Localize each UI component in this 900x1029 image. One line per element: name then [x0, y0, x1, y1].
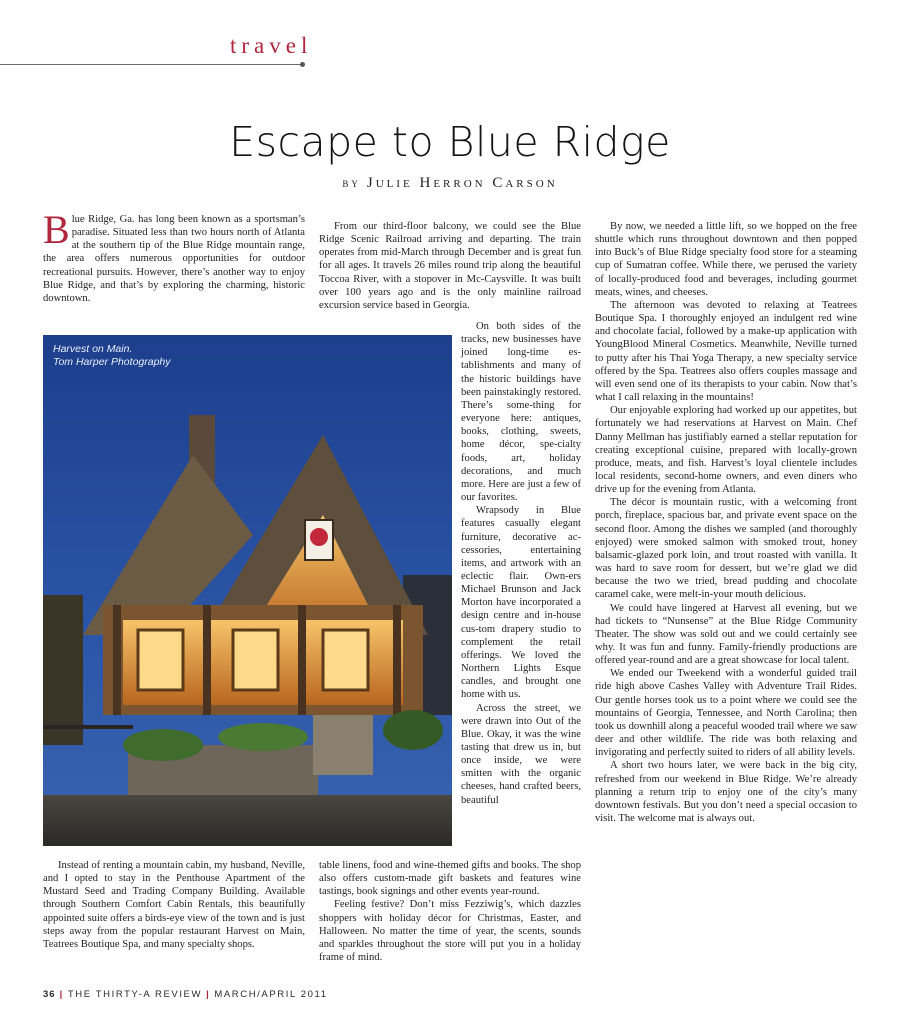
paragraph: Wrapsody in Blue features casually elegant furniture, decorative ac-cessories, entertaining items, and artwork with an eclectic flair. Own-ers Michael Brunson and Jack Morton have incorporated a design centre and in-house cus-tom drapery studio to complement the retail offerings. We loved the Northern Lights Esque candles, and brought one home with us. — [461, 505, 581, 701]
footer-separator: | — [206, 989, 211, 1000]
paragraph: Blue Ridge, Ga. has long been known as a sportsman’s paradise. Situated less than two hours north of Atlanta at the southern tip of the Blue Ridge mountain range, the area offers numerous opportunities for outdoor recreational pursuits. However, there’s another way to enjoy Blue Ridge, and that’s by exploring the charming, historic downtown. — [43, 207, 305, 304]
column-2-bottom — [319, 859, 581, 964]
section-label: travel — [230, 33, 313, 58]
page-number: 36 — [43, 989, 56, 1000]
column-1-intro — [43, 207, 305, 305]
paragraph: Our enjoyable exploring had worked up our appetites, but fortunately we had reservations at Harvest on Main. Chef Danny Mellman has justifiably earned a stellar reputation for creating exceptional cuisine, prepared with locally-grown produce, meats, and fish. Harvest’s loyal clientele includes local residents, second-home owners, and even diners who drive up for the evening from Atlanta. — [595, 405, 857, 496]
page-footer — [43, 989, 328, 1000]
paragraph: Across the street, we were drawn into Out of the Blue. Okay, it was the wine tasting that drew us in, but once inside, we were smitten with the organic cheeses, hand crafted beers, beautiful — [461, 702, 581, 806]
paragraph: Feeling festive? Don’t miss Fezziwig’s, which dazzles shoppers with holiday décor for Christmas, Easter, and Halloween. No matter the time of year, the scents, sounds and sparkles throughout the store will put you in a holiday frame of mind. — [319, 899, 581, 964]
footer-separator: | — [59, 989, 64, 1000]
paragraph: Instead of renting a mountain cabin, my husband, Neville, and I opted to stay in the Penthouse Apartment of the Mustard Seed and Trading Company Building. Available through Southern Comfort Cabin Rentals, this beautifully appointed suite offers a birds-eye view of the town and is just steps away from the popular restaurant Harvest on Main, Teatrees Boutique Spa, and many specialty shops. — [43, 860, 305, 950]
column-3 — [595, 220, 857, 825]
column-2-intro — [319, 220, 581, 312]
paragraph: The décor is mountain rustic, with a welcoming front porch, fireplace, spacious bar, and private event space on the second floor. Among the dishes we sampled (and thoroughly enjoyed) were smoked salmon with smoked trout, honey balsamic-glazed pork loin, and trout roasted with vanilla. It was hard to save room for dessert, but we’re glad we did because the two we tried, bread pudding and chocolate caramel cake, were melt-in-your mouth delicious. — [595, 497, 857, 601]
paragraph: On both sides of the tracks, new businesses have joined long-time es-tablishments and many of the historic buildings have been painstakingly restored. There’s some-thing for everyone here: antiques, books, clothing, sweets, home décor, spe-cialty foods, art, holiday decorations, and much more. Here are just a few of our favorites. — [461, 321, 581, 504]
column-2-narrow — [461, 320, 581, 807]
article-title: Escape to Blue Ridge — [229, 118, 671, 166]
header-rule — [0, 64, 303, 65]
paragraph: We ended our Tweekend with a wonderful guided trail ride high above Cashes Valley with Adventure Trail Rides. Our gentle horses took us to a point where we could see the mountains of Georgia, Tennessee, and North Carolina; then took us downhill along a peaceful wooded trail where we saw deer and other wildlife. The ride was both relaxing and invigorating and perfectly suited to riders of all ability levels. — [595, 668, 857, 759]
paragraph: We could have lingered at Harvest all evening, but we had tickets to “Nunsense” at the Blue Ridge Community Theater. The show was sold out and we could certainly see why. It was fun and funny. Family-friendly productions are offered year-round and are a great showcase for local talent. — [595, 602, 857, 667]
drop-cap: B — [43, 207, 70, 252]
caption-credit: Tom Harper Photography — [53, 356, 171, 368]
paragraph: table linens, food and wine-themed gifts and books. The shop also offers custom-made gift baskets and features wine tastings, book signings and other events year-round. — [319, 860, 581, 898]
paragraph: A short two hours later, we were back in the big city, refreshed from our weekend in Blue Ridge. We’re already planning a return trip to enjoy one of the city’s many downtown festivals. But you don’t need a special occasion to visit. The welcome mat is always out. — [595, 760, 857, 825]
paragraph: By now, we needed a little lift, so we hopped on the free shuttle which runs throughout downtown and then popped into Buck’s of Blue Ridge specialty food store for a steaming cup of Sumatran coffee. While there, we perused the variety of locally-produced food and beverages, including gourmet meats, wines, and cheeses. — [595, 221, 857, 298]
paragraph: From our third-floor balcony, we could see the Blue Ridge Scenic Railroad arriving and departing. The train operates from mid-March through December and is great fun for all ages. It travels 26 miles round trip along the beautiful Toccoa River, with a stopover in Mc-Caysville. It was built over 100 years ago and is the only mainline railroad excursion service based in Georgia. — [319, 221, 581, 311]
byline-prefix: by — [342, 175, 361, 190]
publication-name: THE THIRTY-A REVIEW — [67, 989, 203, 1000]
photo-caption — [53, 343, 171, 369]
restaurant-photo — [43, 335, 452, 846]
caption-title: Harvest on Main. — [53, 343, 133, 355]
header-rule-dot — [300, 62, 305, 67]
byline — [0, 175, 900, 192]
author-name: Julie Herron Carson — [366, 175, 558, 191]
issue-date: MARCH/APRIL 2011 — [214, 989, 328, 1000]
paragraph: The afternoon was devoted to relaxing at Teatrees Boutique Spa. I thoroughly enjoyed an indulgent red wine and chocolate facial, followed by a make-up application with YoungBlood Mineral Cosmetics. Meanwhile, Neville turned to putty after his Thai Yoga Therapy, a new specialty service offered by the Spa. Teatrees also offers couples massage and will even send one of its therapists to your cabin. Now that’s what I call relaxing in the mountains! — [595, 299, 857, 404]
column-1-bottom — [43, 859, 305, 951]
